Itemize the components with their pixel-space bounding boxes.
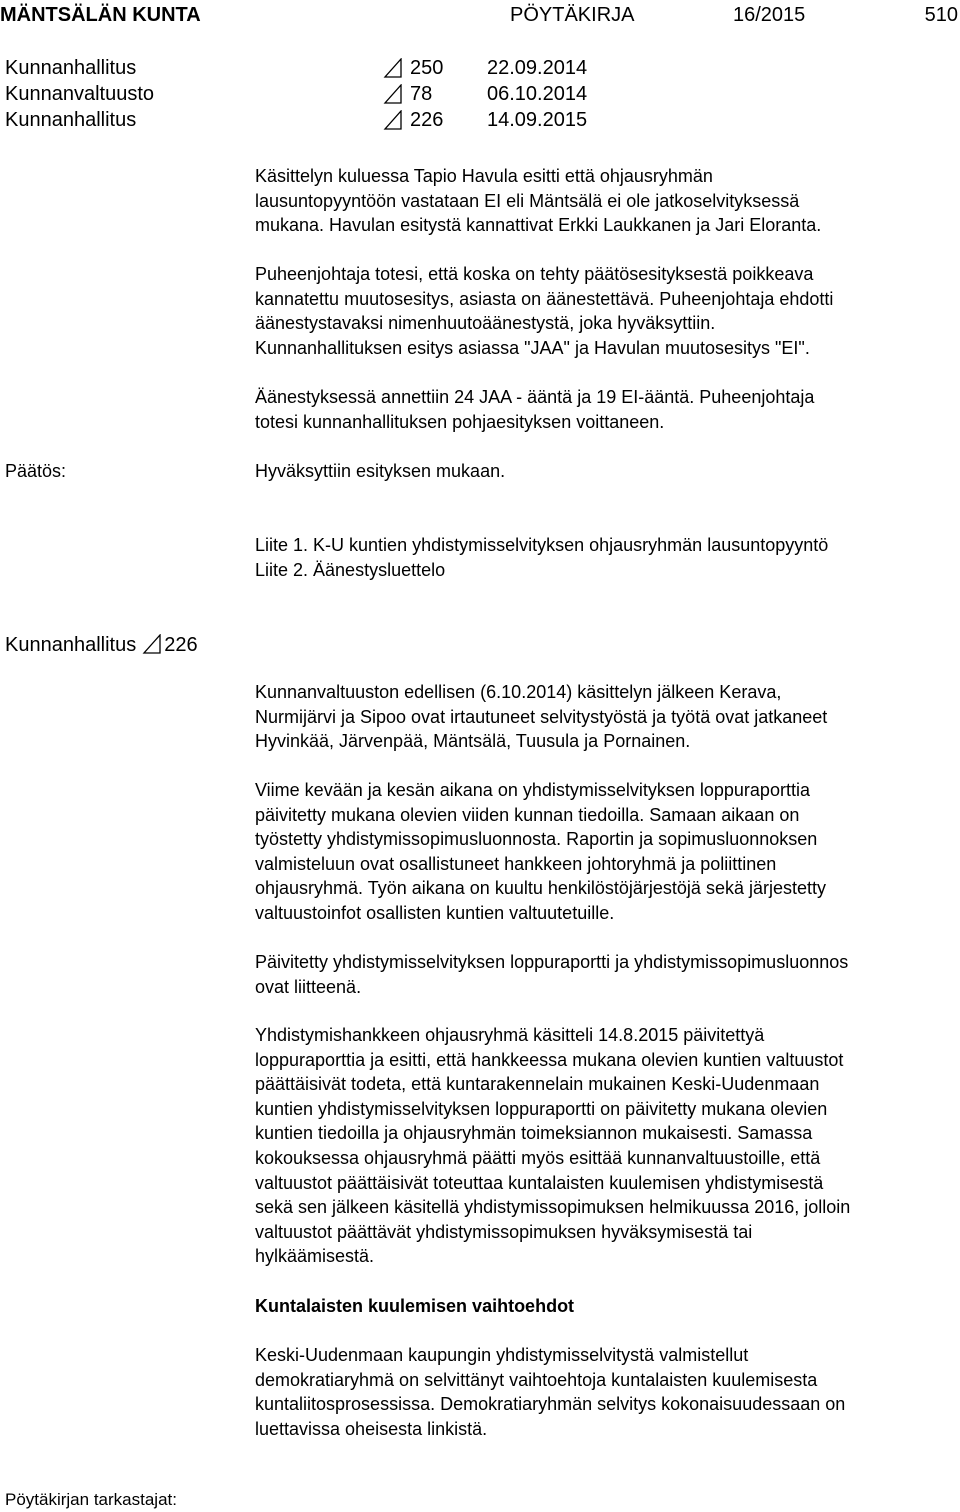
history-body: Kunnanhallitus [5, 57, 137, 79]
text-line: Nurmijärvi ja Sipoo ovat irtautuneet selvitystyöstä ja työtä ovat jatkaneet [255, 706, 828, 727]
text-line: sekä sen jälkeen käsitellä yhdistymissopimuksen helmikuussa 2016, jolloin [255, 1197, 851, 1218]
text-line: Kunnanvaltuuston edellisen (6.10.2014) käsittelyn jälkeen Kerava, [255, 682, 782, 702]
processing-history [5, 55, 725, 133]
section-marker-icon [383, 84, 403, 104]
paragraph-steering-group [255, 1023, 960, 1269]
text-line: päättäisivät todeta, että kuntarakennelain mukainen Keski-Uudenmaan [255, 1074, 820, 1095]
history-date: 22.09.2014 [487, 57, 588, 79]
history-date: 06.10.2014 [487, 83, 588, 105]
history-section: 226 [410, 109, 444, 131]
decision-label: Päätös: [5, 461, 67, 481]
history-body: Kunnanhallitus [5, 109, 137, 131]
paragraph-background [255, 680, 960, 754]
history-row [5, 81, 725, 107]
subheading-text: Kuntalaisten kuulemisen vaihtoehdot [255, 1296, 575, 1316]
text-line: Hyväksyttiin esityksen mukaan. [255, 461, 506, 481]
document-type: PÖYTÄKIRJA [510, 4, 635, 26]
section-marker-icon [383, 110, 403, 130]
text-line: hylkäämisestä. [255, 1246, 375, 1267]
text-line: kuntien yhdistymisselvityksen loppuraportti on päivitetty mukana olevien [255, 1098, 828, 1119]
text-line: äänestystavaksi nimenhuutoäänestystä, joka hyväksyttiin. [255, 313, 716, 334]
history-row [5, 107, 725, 133]
text-line: valmisteluun ovat osallistuneet hankkeen johtoryhmä ja poliittinen [255, 853, 777, 874]
section-marker-icon [383, 58, 403, 78]
text-line: totesi kunnanhallituksen pohjaesityksen voittaneen. [255, 411, 665, 432]
history-section: 250 [410, 57, 444, 79]
text-line: Käsittelyn kuluessa Tapio Havula esitti että ohjausryhmän [255, 166, 713, 186]
text-line: kokouksessa ohjausryhmä päätti myös esittää kunnanvaltuustoille, että [255, 1147, 821, 1168]
paragraph-vote-result [255, 385, 960, 434]
decision-text [255, 459, 960, 484]
text-line: kuntien tiedoilla ja ohjausryhmän toimeksiannon mukaisesti. Samassa [255, 1123, 813, 1144]
text-line: lausuntopyyntöön vastataan EI eli Mäntsälä ei ole jatkoselvityksessä [255, 190, 800, 211]
section-number: 226 [164, 634, 198, 656]
text-line: valtuustoinfot osallisten kuntien valtuutetuille. [255, 902, 615, 923]
text-line: kannatettu muutosesitys, asiasta on äänestettävä. Puheenjohtaja ehdotti [255, 288, 834, 309]
text-line: Äänestyksessä annettiin 24 JAA - ääntä ja 19 EI-ääntä. Puheenjohtaja [255, 387, 815, 407]
text-line: päivitetty mukana olevien viiden kunnan tiedoilla. Samaan aikaan on [255, 804, 800, 825]
text-line: loppuraporttia ja esitti, että hankkeessa mukana olevien kuntien valtuustot [255, 1049, 844, 1070]
history-row [5, 55, 725, 81]
section-marker-icon [142, 634, 162, 654]
paragraph-vote-method [255, 262, 960, 360]
footer-inspectors-label: Pöytäkirjan tarkastajat: [5, 1490, 177, 1509]
paragraph-democracy-group [255, 1343, 960, 1441]
history-section: 78 [410, 83, 433, 105]
page-header [0, 2, 960, 28]
page-number: 510 [924, 4, 958, 26]
attachment-item: Liite 2. Äänestysluettelo [255, 559, 446, 580]
text-line: ohjausryhmä. Työn aikana on kuultu henkilöstöjärjestöjä sekä järjestetty [255, 878, 826, 899]
text-line: valtuustot päättäisivät toteuttaa kuntalaisten kuulemisen yhdistymisestä [255, 1172, 824, 1193]
paragraph-attachments-note [255, 950, 960, 999]
subheading [255, 1294, 960, 1319]
attachments [255, 533, 960, 582]
organization-name: MÄNTSÄLÄN KUNTA [0, 4, 201, 26]
text-line: Hyvinkää, Järvenpää, Mäntsälä, Tuusula ja Pornainen. [255, 731, 691, 752]
text-line: luettavissa oheisesta linkistä. [255, 1418, 488, 1439]
paragraph-report-update [255, 778, 960, 926]
text-line: Viime kevään ja kesän aikana on yhdistymisselvityksen loppuraporttia [255, 780, 810, 800]
attachment-item: Liite 1. K-U kuntien yhdistymisselvityksen ohjausryhmän lausuntopyyntö [255, 535, 829, 555]
text-line: Yhdistymishankkeen ohjausryhmä käsitteli 14.8.2015 päivitettyä [255, 1025, 765, 1045]
text-line: Puheenjohtaja totesi, että koska on tehty päätösesityksestä poikkeava [255, 264, 814, 284]
section-body-name: Kunnanhallitus [5, 634, 137, 656]
text-line: mukana. Havulan esitystä kannattivat Erkki Laukkanen ja Jari Eloranta. [255, 215, 822, 236]
text-line: Päivitetty yhdistymisselvityksen loppuraportti ja yhdistymissopimusluonnos [255, 952, 849, 972]
section-heading-kunnanhallitus [5, 632, 198, 658]
text-line: työstetty yhdistymissopimusluonnosta. Raportin ja sopimusluonnoksen [255, 829, 818, 850]
document-number: 16/2015 [733, 4, 806, 26]
text-line: kuntaliitosprosessissa. Demokratiaryhmän selvitys kokonaisuudessaan on [255, 1394, 846, 1415]
text-line: ovat liitteenä. [255, 976, 362, 997]
text-line: Kunnanhallituksen esitys asiassa "JAA" ja Havulan muutosesitys "EI". [255, 337, 810, 358]
text-line: valtuustot päättävät yhdistymissopimuksen hyväksymisestä tai [255, 1221, 753, 1242]
history-date: 14.09.2015 [487, 109, 588, 131]
text-line: Keski-Uudenmaan kaupungin yhdistymisselvitystä valmistellut [255, 1345, 749, 1365]
paragraph-havula-proposal [255, 164, 960, 238]
text-line: demokratiaryhmä on selvittänyt vaihtoehtoja kuntalaisten kuulemisesta [255, 1369, 818, 1390]
history-body: Kunnanvaltuusto [5, 83, 155, 105]
